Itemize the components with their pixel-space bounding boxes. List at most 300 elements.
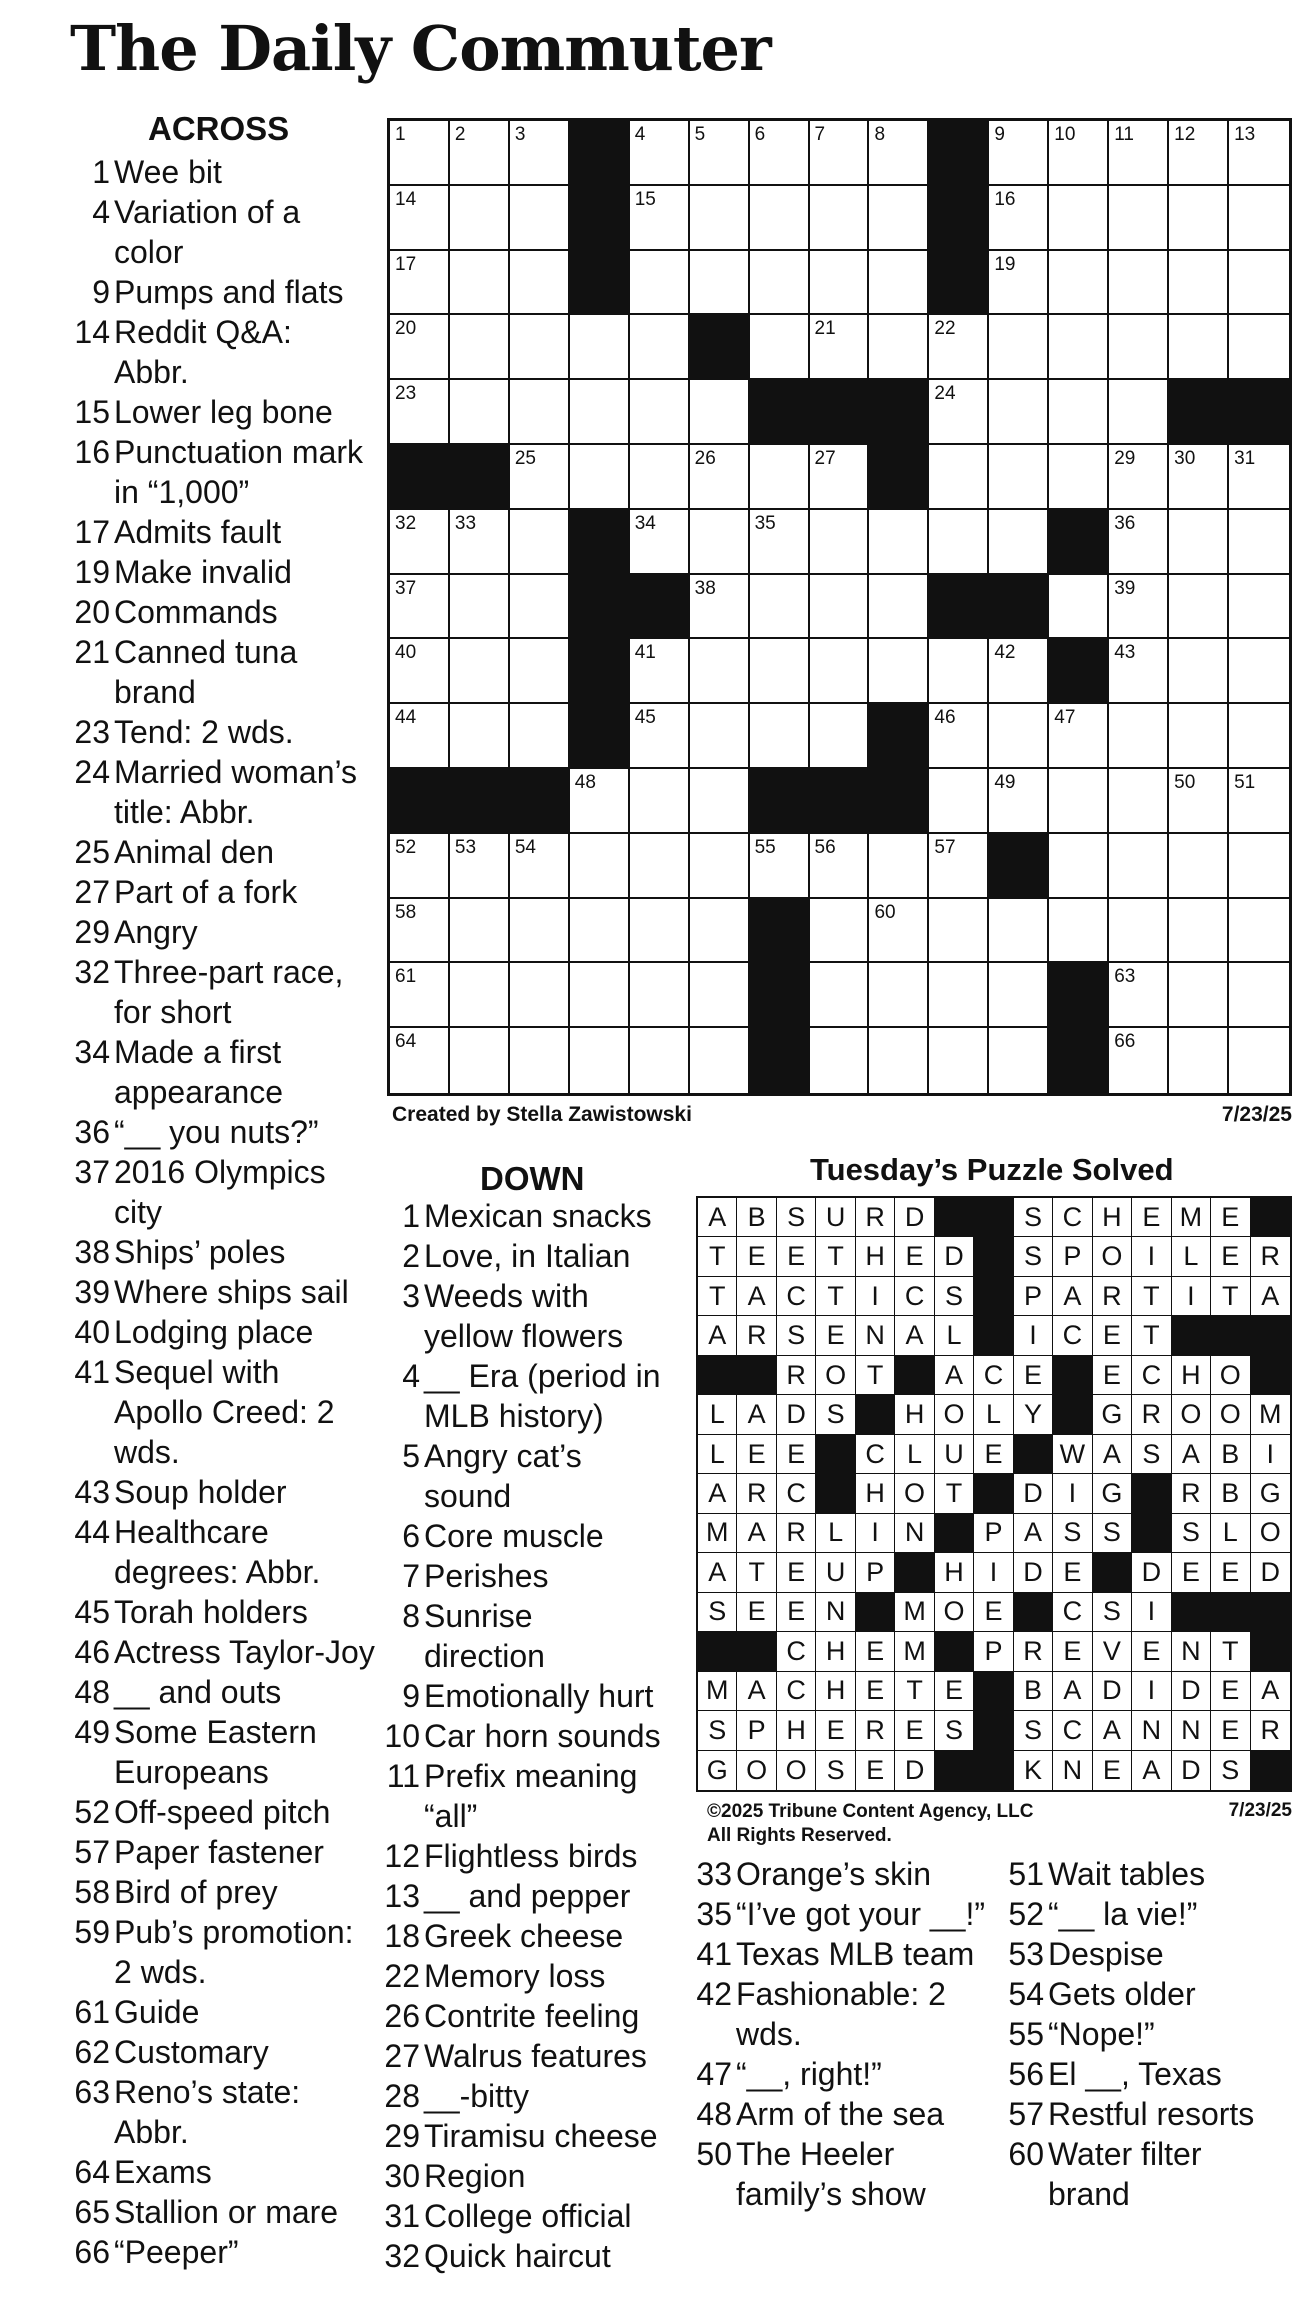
grid-cell[interactable] [630,380,690,445]
solution-letter: R [737,1474,776,1513]
solution-letter: O [1172,1395,1211,1434]
grid-cell[interactable] [869,834,929,899]
clue-item [380,1556,680,1596]
grid-cell[interactable] [690,380,750,445]
grid-cell[interactable] [570,769,630,834]
clue-number: 55 [1008,2016,1044,2052]
grid-cell[interactable] [510,186,570,251]
grid-cell[interactable] [810,445,870,510]
grid-cell[interactable] [450,704,510,769]
clue-item [62,552,382,592]
grid-cell[interactable] [390,380,450,445]
solution-letter: R [1172,1474,1211,1513]
solution-letter: A [1053,1672,1092,1711]
grid-cell[interactable] [989,251,1049,316]
solution-letter: O [1093,1237,1132,1276]
solution-letter: B [1211,1474,1250,1513]
grid-block [750,1028,810,1093]
grid-cell[interactable] [450,639,510,704]
clue-text [110,1712,382,1792]
grid-cell[interactable] [510,380,570,445]
grid-cell[interactable] [390,575,450,640]
clue-item [380,2156,680,2196]
grid-cell[interactable] [510,834,570,899]
grid-cell[interactable] [630,899,690,964]
grid-cell[interactable] [690,251,750,316]
clue-text-line: Mexican snacks [424,1198,652,1234]
grid-cell[interactable] [1109,639,1169,704]
grid-cell[interactable] [989,121,1049,186]
clue-number: 17 [74,514,110,550]
grid-cell[interactable] [989,769,1049,834]
grid-cell[interactable] [630,445,690,510]
grid-cell[interactable] [1229,510,1289,575]
solution-letter: A [737,1514,776,1553]
grid-cell[interactable] [929,769,989,834]
grid-cell[interactable] [929,380,989,445]
grid-block [869,445,929,510]
clue-text-line: 2 wds. [114,1954,207,1990]
grid-cell[interactable] [929,1028,989,1093]
grid-cell[interactable] [1229,315,1289,380]
solution-letter: S [777,1198,816,1237]
grid-cell[interactable] [510,899,570,964]
grid-cell[interactable] [390,121,450,186]
copyright-line-2: All Rights Reserved. [707,1825,892,1846]
grid-block [750,769,810,834]
clue-text [420,1756,680,1836]
grid-cell[interactable] [450,186,510,251]
grid-cell[interactable] [869,639,929,704]
clue-text-line: Lodging place [114,1314,314,1350]
grid-cell[interactable] [630,510,690,575]
solution-letter: W [1053,1435,1092,1474]
grid-cell[interactable] [570,1028,630,1093]
grid-cell[interactable] [810,963,870,1028]
grid-cell[interactable] [1109,510,1169,575]
grid-cell[interactable] [989,445,1049,510]
grid-cell[interactable] [390,186,450,251]
grid-cell[interactable] [630,121,690,186]
grid-cell[interactable] [929,704,989,769]
grid-cell[interactable] [1169,445,1229,510]
solution-letter: P [856,1553,895,1592]
grid-cell[interactable] [750,121,810,186]
grid-cell[interactable] [869,963,929,1028]
grid-cell[interactable] [750,510,810,575]
solution-letter: M [895,1632,934,1671]
grid-cell[interactable] [1229,121,1289,186]
grid-cell[interactable] [450,963,510,1028]
solution-letter: L [698,1395,737,1434]
grid-cell[interactable] [1229,445,1289,510]
grid-cell[interactable] [390,510,450,575]
grid-cell[interactable] [510,251,570,316]
grid-cell[interactable] [1109,575,1169,640]
clue-item [692,1974,1002,2054]
grid-cell[interactable] [690,510,750,575]
grid-cell[interactable] [630,639,690,704]
solution-letter: E [895,1711,934,1750]
grid-cell[interactable] [570,834,630,899]
grid-cell[interactable] [869,186,929,251]
clue-text-line: Commands [114,594,278,630]
solution-letter: G [1093,1395,1132,1434]
grid-cell[interactable] [1049,380,1109,445]
grid-cell[interactable] [450,834,510,899]
grid-cell[interactable] [1109,251,1169,316]
grid-cell[interactable] [1049,315,1109,380]
grid-cell[interactable] [929,639,989,704]
grid-cell[interactable] [630,834,690,899]
grid-cell[interactable] [1169,704,1229,769]
solution-letter: E [1211,1237,1250,1276]
grid-cell[interactable] [810,186,870,251]
solution-letter: D [1093,1672,1132,1711]
grid-cell[interactable] [690,963,750,1028]
clue-text-line: Part of a fork [114,874,298,910]
grid-cell[interactable] [690,575,750,640]
grid-block [390,445,450,510]
grid-cell[interactable] [630,251,690,316]
grid-cell[interactable] [869,1028,929,1093]
clue-text-line: Car horn sounds [424,1718,661,1754]
grid-cell[interactable] [1049,121,1109,186]
solution-letter: S [935,1277,974,1316]
solution-letter: M [1172,1198,1211,1237]
clue-text-line: “__ you nuts?” [114,1114,319,1150]
grid-cell[interactable] [690,121,750,186]
grid-cell[interactable] [989,899,1049,964]
grid-cell[interactable] [1109,704,1169,769]
clue-text-line: Actress Taylor-Joy [114,1634,375,1670]
grid-cell[interactable] [929,315,989,380]
cell-number: 48 [574,772,596,793]
solution-block [1014,1435,1053,1474]
grid-cell[interactable] [690,834,750,899]
grid-cell[interactable] [810,639,870,704]
grid-cell[interactable] [1049,899,1109,964]
grid-cell[interactable] [510,1028,570,1093]
clue-number: 61 [74,1994,110,2030]
grid-cell[interactable] [1049,834,1109,899]
grid-cell[interactable] [869,899,929,964]
clue-text-line: Where ships sail [114,1274,349,1310]
clue-text [420,1596,680,1676]
grid-cell[interactable] [810,121,870,186]
clue-text-line: Prefix meaning [424,1758,638,1794]
grid-cell[interactable] [750,704,810,769]
grid-cell[interactable] [1229,639,1289,704]
clue-item [62,2152,382,2192]
solution-letter: C [777,1632,816,1671]
clue-text [732,1854,1002,1894]
cell-number: 32 [395,512,417,534]
grid-cell[interactable] [929,963,989,1028]
grid-cell[interactable] [750,445,810,510]
solution-letter: L [895,1435,934,1474]
cell-number: 43 [1114,642,1136,664]
grid-cell[interactable] [510,121,570,186]
grid-cell[interactable] [1049,769,1109,834]
clue-item [62,1032,382,1112]
grid-cell[interactable] [1109,1028,1169,1093]
clue-item [380,1276,680,1356]
solution-letter: L [816,1514,855,1553]
grid-cell[interactable] [989,1028,1049,1093]
grid-cell[interactable] [510,315,570,380]
grid-cell[interactable] [570,380,630,445]
grid-cell[interactable] [1049,251,1109,316]
grid-cell[interactable] [1169,769,1229,834]
grid-cell[interactable] [989,186,1049,251]
cell-number: 38 [694,577,716,599]
grid-cell[interactable] [869,251,929,316]
grid-cell[interactable] [750,315,810,380]
grid-cell[interactable] [690,445,750,510]
clue-number: 9 [92,274,110,310]
clue-item [1004,2094,1304,2134]
grid-cell[interactable] [1169,834,1229,899]
grid-cell[interactable] [510,510,570,575]
grid-cell[interactable] [1049,704,1109,769]
grid-cell[interactable] [810,1028,870,1093]
grid-cell[interactable] [510,639,570,704]
grid-cell[interactable] [929,899,989,964]
grid-cell[interactable] [630,315,690,380]
clue-text-line: Wait tables [1048,1856,1206,1892]
grid-cell[interactable] [690,1028,750,1093]
clue-item [380,2036,680,2076]
grid-cell[interactable] [630,963,690,1028]
cell-number: 35 [754,512,776,534]
grid-cell[interactable] [929,510,989,575]
grid-cell[interactable] [810,315,870,380]
solution-letter: O [895,1474,934,1513]
grid-cell[interactable] [390,834,450,899]
clue-number: 40 [74,1314,110,1350]
clue-item [380,1436,680,1516]
grid-cell[interactable] [1229,1028,1289,1093]
grid-cell[interactable] [1169,251,1229,316]
grid-cell[interactable] [390,963,450,1028]
clue-item [62,832,382,872]
cell-number: 16 [994,188,1016,210]
grid-cell[interactable] [1109,769,1169,834]
grid-cell[interactable] [390,704,450,769]
grid-cell[interactable] [1229,186,1289,251]
solution-letter: I [1053,1474,1092,1513]
grid-cell[interactable] [690,639,750,704]
clue-text-line: Orange’s skin [736,1856,932,1892]
solution-letter: D [1014,1474,1053,1513]
grid-cell[interactable] [750,639,810,704]
clue-number: 12 [384,1838,420,1874]
grid-cell[interactable] [869,575,929,640]
clue-text-line: Flightless birds [424,1838,638,1874]
solution-block [856,1593,895,1632]
grid-cell[interactable] [810,251,870,316]
grid-cell[interactable] [450,121,510,186]
solution-letter: S [698,1711,737,1750]
clue-text-line: 2016 Olympics [114,1154,326,1190]
grid-cell[interactable] [1229,704,1289,769]
grid-cell[interactable] [390,1028,450,1093]
grid-cell[interactable] [1109,315,1169,380]
grid-block [750,963,810,1028]
clue-text-line: Restful resorts [1048,2096,1255,2132]
grid-cell[interactable] [810,834,870,899]
clue-text-line: Region [424,2158,526,2194]
solution-letter: S [698,1593,737,1632]
solution-letter: B [1211,1435,1250,1474]
grid-cell[interactable] [390,899,450,964]
clue-text-line: brand [114,674,196,710]
grid-cell[interactable] [510,445,570,510]
clue-number: 36 [74,1114,110,1150]
grid-cell[interactable] [1229,769,1289,834]
solution-letter: R [777,1356,816,1395]
grid-cell[interactable] [570,315,630,380]
solution-block [1132,1474,1171,1513]
solution-letter: M [698,1514,737,1553]
grid-cell[interactable] [450,251,510,316]
grid-cell[interactable] [450,575,510,640]
grid-cell[interactable] [1169,510,1229,575]
solution-letter: E [777,1593,816,1632]
grid-cell[interactable] [810,704,870,769]
grid-cell[interactable] [1229,899,1289,964]
clue-text [110,1872,382,1912]
grid-cell[interactable] [1049,445,1109,510]
grid-cell[interactable] [450,1028,510,1093]
grid-cell[interactable] [989,315,1049,380]
grid-cell[interactable] [810,510,870,575]
grid-cell[interactable] [869,315,929,380]
grid-cell[interactable] [1169,963,1229,1028]
cell-number: 8 [874,124,886,145]
grid-cell[interactable] [450,899,510,964]
clue-text [110,392,382,432]
grid-cell[interactable] [450,380,510,445]
grid-cell[interactable] [1109,186,1169,251]
grid-cell[interactable] [1109,121,1169,186]
grid-cell[interactable] [1229,963,1289,1028]
grid-cell[interactable] [1109,380,1169,445]
clue-text [110,1632,382,1672]
clue-text-line: Gets older [1048,1976,1196,2012]
grid-cell[interactable] [929,445,989,510]
cell-number: 27 [814,448,836,469]
grid-cell[interactable] [1169,575,1229,640]
grid-cell[interactable] [690,769,750,834]
grid-cell[interactable] [1109,963,1169,1028]
grid-cell[interactable] [630,186,690,251]
grid-cell[interactable] [690,186,750,251]
grid-cell[interactable] [750,834,810,899]
grid-cell[interactable] [989,380,1049,445]
grid-cell[interactable] [390,639,450,704]
solution-letter: S [1014,1237,1053,1276]
grid-cell[interactable] [1169,1028,1229,1093]
grid-cell[interactable] [630,1028,690,1093]
clue-item [380,1956,680,1996]
grid-cell[interactable] [989,704,1049,769]
crossword-grid[interactable] [387,118,1292,1096]
grid-cell[interactable] [450,510,510,575]
solution-letter: E [737,1593,776,1632]
grid-cell[interactable] [810,899,870,964]
grid-cell[interactable] [510,963,570,1028]
clue-text [110,912,382,952]
clue-text [732,2054,1002,2094]
grid-cell[interactable] [1169,121,1229,186]
grid-cell[interactable] [1229,575,1289,640]
clue-text-line: Punctuation mark [114,434,364,470]
grid-cell[interactable] [1169,315,1229,380]
grid-cell[interactable] [570,899,630,964]
clue-text-line: Lower leg bone [114,394,333,430]
grid-cell[interactable] [929,834,989,899]
grid-cell[interactable] [630,704,690,769]
grid-cell[interactable] [450,315,510,380]
grid-cell[interactable] [989,510,1049,575]
solution-letter: O [1211,1395,1250,1434]
grid-cell[interactable] [869,121,929,186]
solution-letter: E [1093,1316,1132,1355]
clue-text [732,2134,1002,2214]
grid-cell[interactable] [510,575,570,640]
clue-text-line: Angry cat’s [424,1438,582,1474]
grid-cell[interactable] [750,186,810,251]
clue-text-line: Tiramisu cheese [424,2118,658,2154]
clue-text [420,1196,680,1236]
grid-cell[interactable] [1109,445,1169,510]
grid-cell[interactable] [690,899,750,964]
grid-cell[interactable] [1169,186,1229,251]
grid-cell[interactable] [1049,186,1109,251]
grid-cell[interactable] [750,575,810,640]
grid-cell[interactable] [1229,251,1289,316]
clue-item [380,1876,680,1916]
grid-cell[interactable] [869,510,929,575]
clue-item [692,1854,1002,1894]
clue-text-line: Contrite feeling [424,1998,640,2034]
grid-cell[interactable] [630,769,690,834]
grid-cell[interactable] [989,639,1049,704]
solution-letter: A [1053,1277,1092,1316]
grid-cell[interactable] [390,251,450,316]
grid-cell[interactable] [1169,639,1229,704]
grid-cell[interactable] [750,251,810,316]
grid-block [570,251,630,316]
solution-letter: E [974,1593,1013,1632]
grid-cell[interactable] [1229,834,1289,899]
grid-cell[interactable] [989,963,1049,1028]
clue-text-line: Abbr. [114,2114,189,2150]
grid-cell[interactable] [390,315,450,380]
grid-cell[interactable] [1109,899,1169,964]
clue-text-line: Made a first [114,1034,282,1070]
grid-cell[interactable] [570,963,630,1028]
grid-cell[interactable] [570,445,630,510]
grid-cell[interactable] [510,704,570,769]
grid-cell[interactable] [1049,575,1109,640]
grid-cell[interactable] [1169,899,1229,964]
grid-cell[interactable] [1109,834,1169,899]
grid-cell[interactable] [690,704,750,769]
grid-cell[interactable] [810,575,870,640]
